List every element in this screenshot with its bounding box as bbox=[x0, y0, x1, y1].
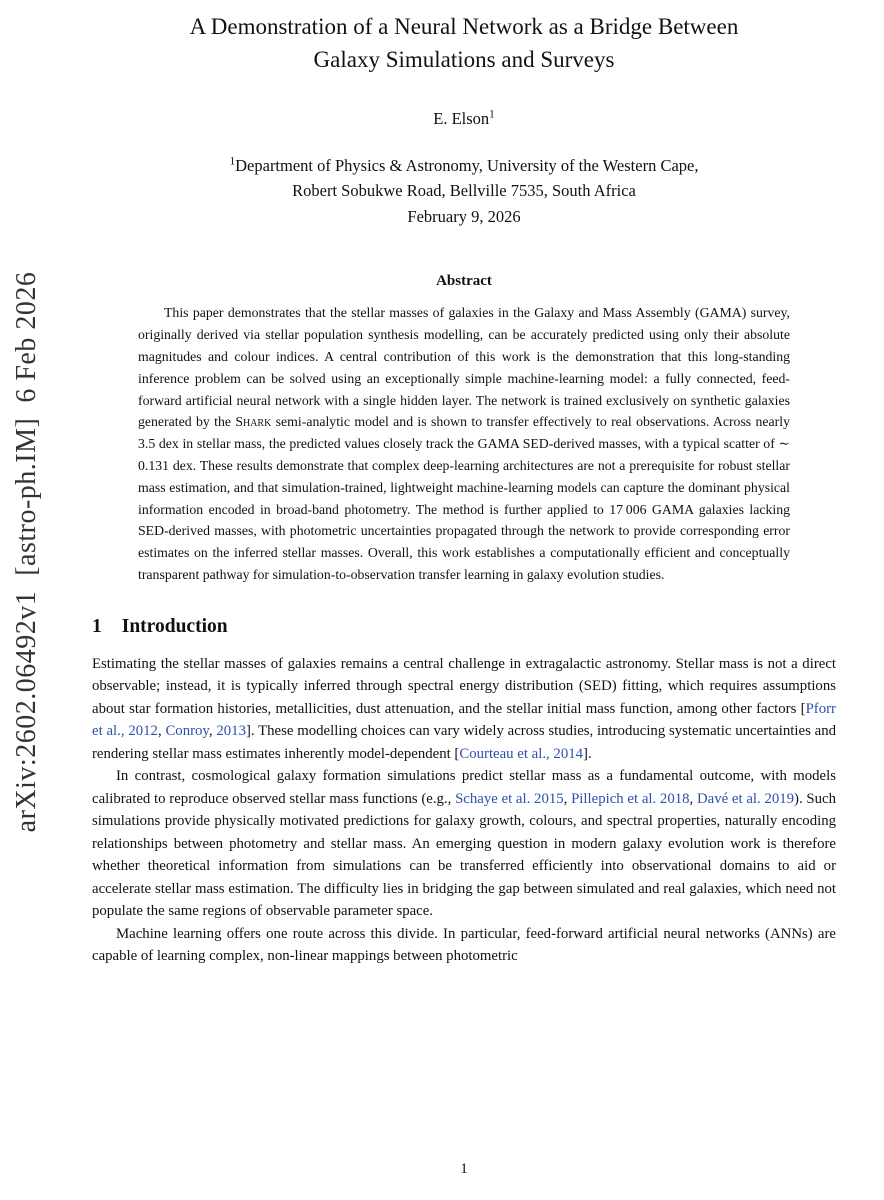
text-segment: , bbox=[689, 790, 697, 807]
page-number: 1 bbox=[460, 1161, 468, 1177]
text-segment: ]. These modelling choices can vary widely across studies, introducing systematic uncertainties and rendering stellar mass estimates inherently model-dependent [ bbox=[92, 723, 837, 762]
paper-date: February 9, 2026 bbox=[407, 206, 521, 226]
text-segment: , bbox=[157, 723, 166, 740]
paper-title bbox=[92, 10, 836, 77]
author-name: E. Elson bbox=[433, 108, 490, 128]
paper-title-line1: A Demonstration of a Neural Network as a Bridge Between bbox=[189, 14, 739, 39]
affiliation-line1 bbox=[92, 153, 836, 179]
abstract-heading: Abstract bbox=[436, 273, 492, 290]
citation-link[interactable]: Davé et al. 2019 bbox=[696, 790, 795, 807]
intro-paragraph-1 bbox=[92, 653, 836, 765]
smallcaps-text: Shark bbox=[235, 414, 272, 430]
text-segment: Estimating the stellar masses of galaxies remains a central challenge in extragalactic astronomy. Stellar mass is not a direct observable; instead, it is typically inferred through spectral energy distribution (SED) fitting, which requires assumptions about star formation histories, metallicities, dust attenuation, and the stellar initial mass function, among other factors [ bbox=[92, 655, 836, 717]
intro-paragraph-2 bbox=[92, 765, 836, 922]
section-title: Introduction bbox=[121, 615, 228, 637]
affiliation-block bbox=[92, 153, 836, 230]
paper-title-line2: Galaxy Simulations and Surveys bbox=[313, 47, 615, 73]
text-segment: Machine learning offers one route across this divide. In particular, feed-forward artificial neural networks (ANNs) are capable of learning complex, non-linear mappings between photometric bbox=[92, 925, 836, 965]
section-heading-introduction bbox=[92, 616, 836, 638]
section-number: 1 bbox=[92, 615, 102, 637]
text-segment: In contrast, cosmological galaxy formation simulations predict stellar mass as a fundamental outcome, with models calibrated to reproduce observed stellar mass functions (e.g., bbox=[92, 768, 836, 807]
author-affiliation-superscript: 1 bbox=[489, 108, 495, 121]
text-segment: , bbox=[208, 723, 217, 740]
text-segment: This paper demonstrates that the stellar masses of galaxies in the Galaxy and Mass Assembly (GAMA) survey, originally derived via stellar population synthesis modelling, can be accurately predicted using only their absolute magnitudes and colour indices. A central contribution of this work is the demonstration that this long-standing inference problem can be solved using an exceptionally simple machine-learning model: a fully connected, feed-forward artificial neural network with a single hidden layer. The network is trained exclusively on synthetic galaxies generated by the bbox=[138, 305, 790, 430]
affiliation-superscript: 1 bbox=[229, 155, 236, 168]
citation-link[interactable]: Courteau et al., 2014 bbox=[459, 745, 584, 762]
affiliation-line2: Robert Sobukwe Road, Bellville 7535, South Africa bbox=[292, 181, 636, 201]
text-segment: ). Such simulations provide physically motivated predictions for galaxy growth, colours, and spectral properties, naturally encoding relationships between photometry and stellar mass. An emerging question in modern galaxy evolution work is therefore whether theoretical information from simulations can be transferred efficiently into observational domains to aid or accelerate stellar mass estimation. The difficulty lies in bridging the gap between simulated and real galaxies, which need not populate the same regions of observable parameter space. bbox=[92, 790, 836, 920]
affiliation-line1-text: Department of Physics & Astronomy, University of the Western Cape, bbox=[235, 155, 699, 175]
author-line bbox=[92, 109, 836, 129]
text-segment: , bbox=[563, 790, 572, 807]
introduction-body bbox=[92, 653, 836, 968]
citation-link[interactable]: Pforr et al., 2012 bbox=[92, 700, 836, 740]
abstract-text bbox=[138, 302, 790, 585]
arxiv-stamp: arXiv:2602.06492v1 [astro-ph.IM] 6 Feb 2026 bbox=[11, 271, 42, 833]
text-segment: ]. bbox=[583, 745, 592, 762]
citation-link[interactable]: Pillepich et al. 2018 bbox=[571, 790, 690, 807]
text-segment: semi-analytic model and is shown to transfer effectively to real observations. Across nearly 3.5 dex in stellar mass, the predicted values closely track the GAMA SED-derived masses, with a typical scatter of ∼ 0.131 dex. These results demonstrate that complex deep-learning architectures are not a prerequisite for robust stellar mass estimation, and that simulation-trained, lightweight machine-learning models can capture the dominant physical information encoded in broad-band photometry. The method is further applied to 17 006 GAMA galaxies lacking SED-derived masses, with photometric uncertainties propagated through the network to provide corresponding error estimates on the inferred stellar masses. Overall, this work establishes a computationally efficient and conceptually transparent pathway for simulation-to-observation transfer learning in galaxy evolution studies. bbox=[138, 414, 790, 582]
citation-link[interactable]: Conroy bbox=[165, 723, 209, 740]
citation-link[interactable]: 2013 bbox=[216, 723, 246, 740]
citation-link[interactable]: Schaye et al. 2015 bbox=[455, 790, 564, 807]
intro-paragraph-3 bbox=[92, 923, 836, 968]
